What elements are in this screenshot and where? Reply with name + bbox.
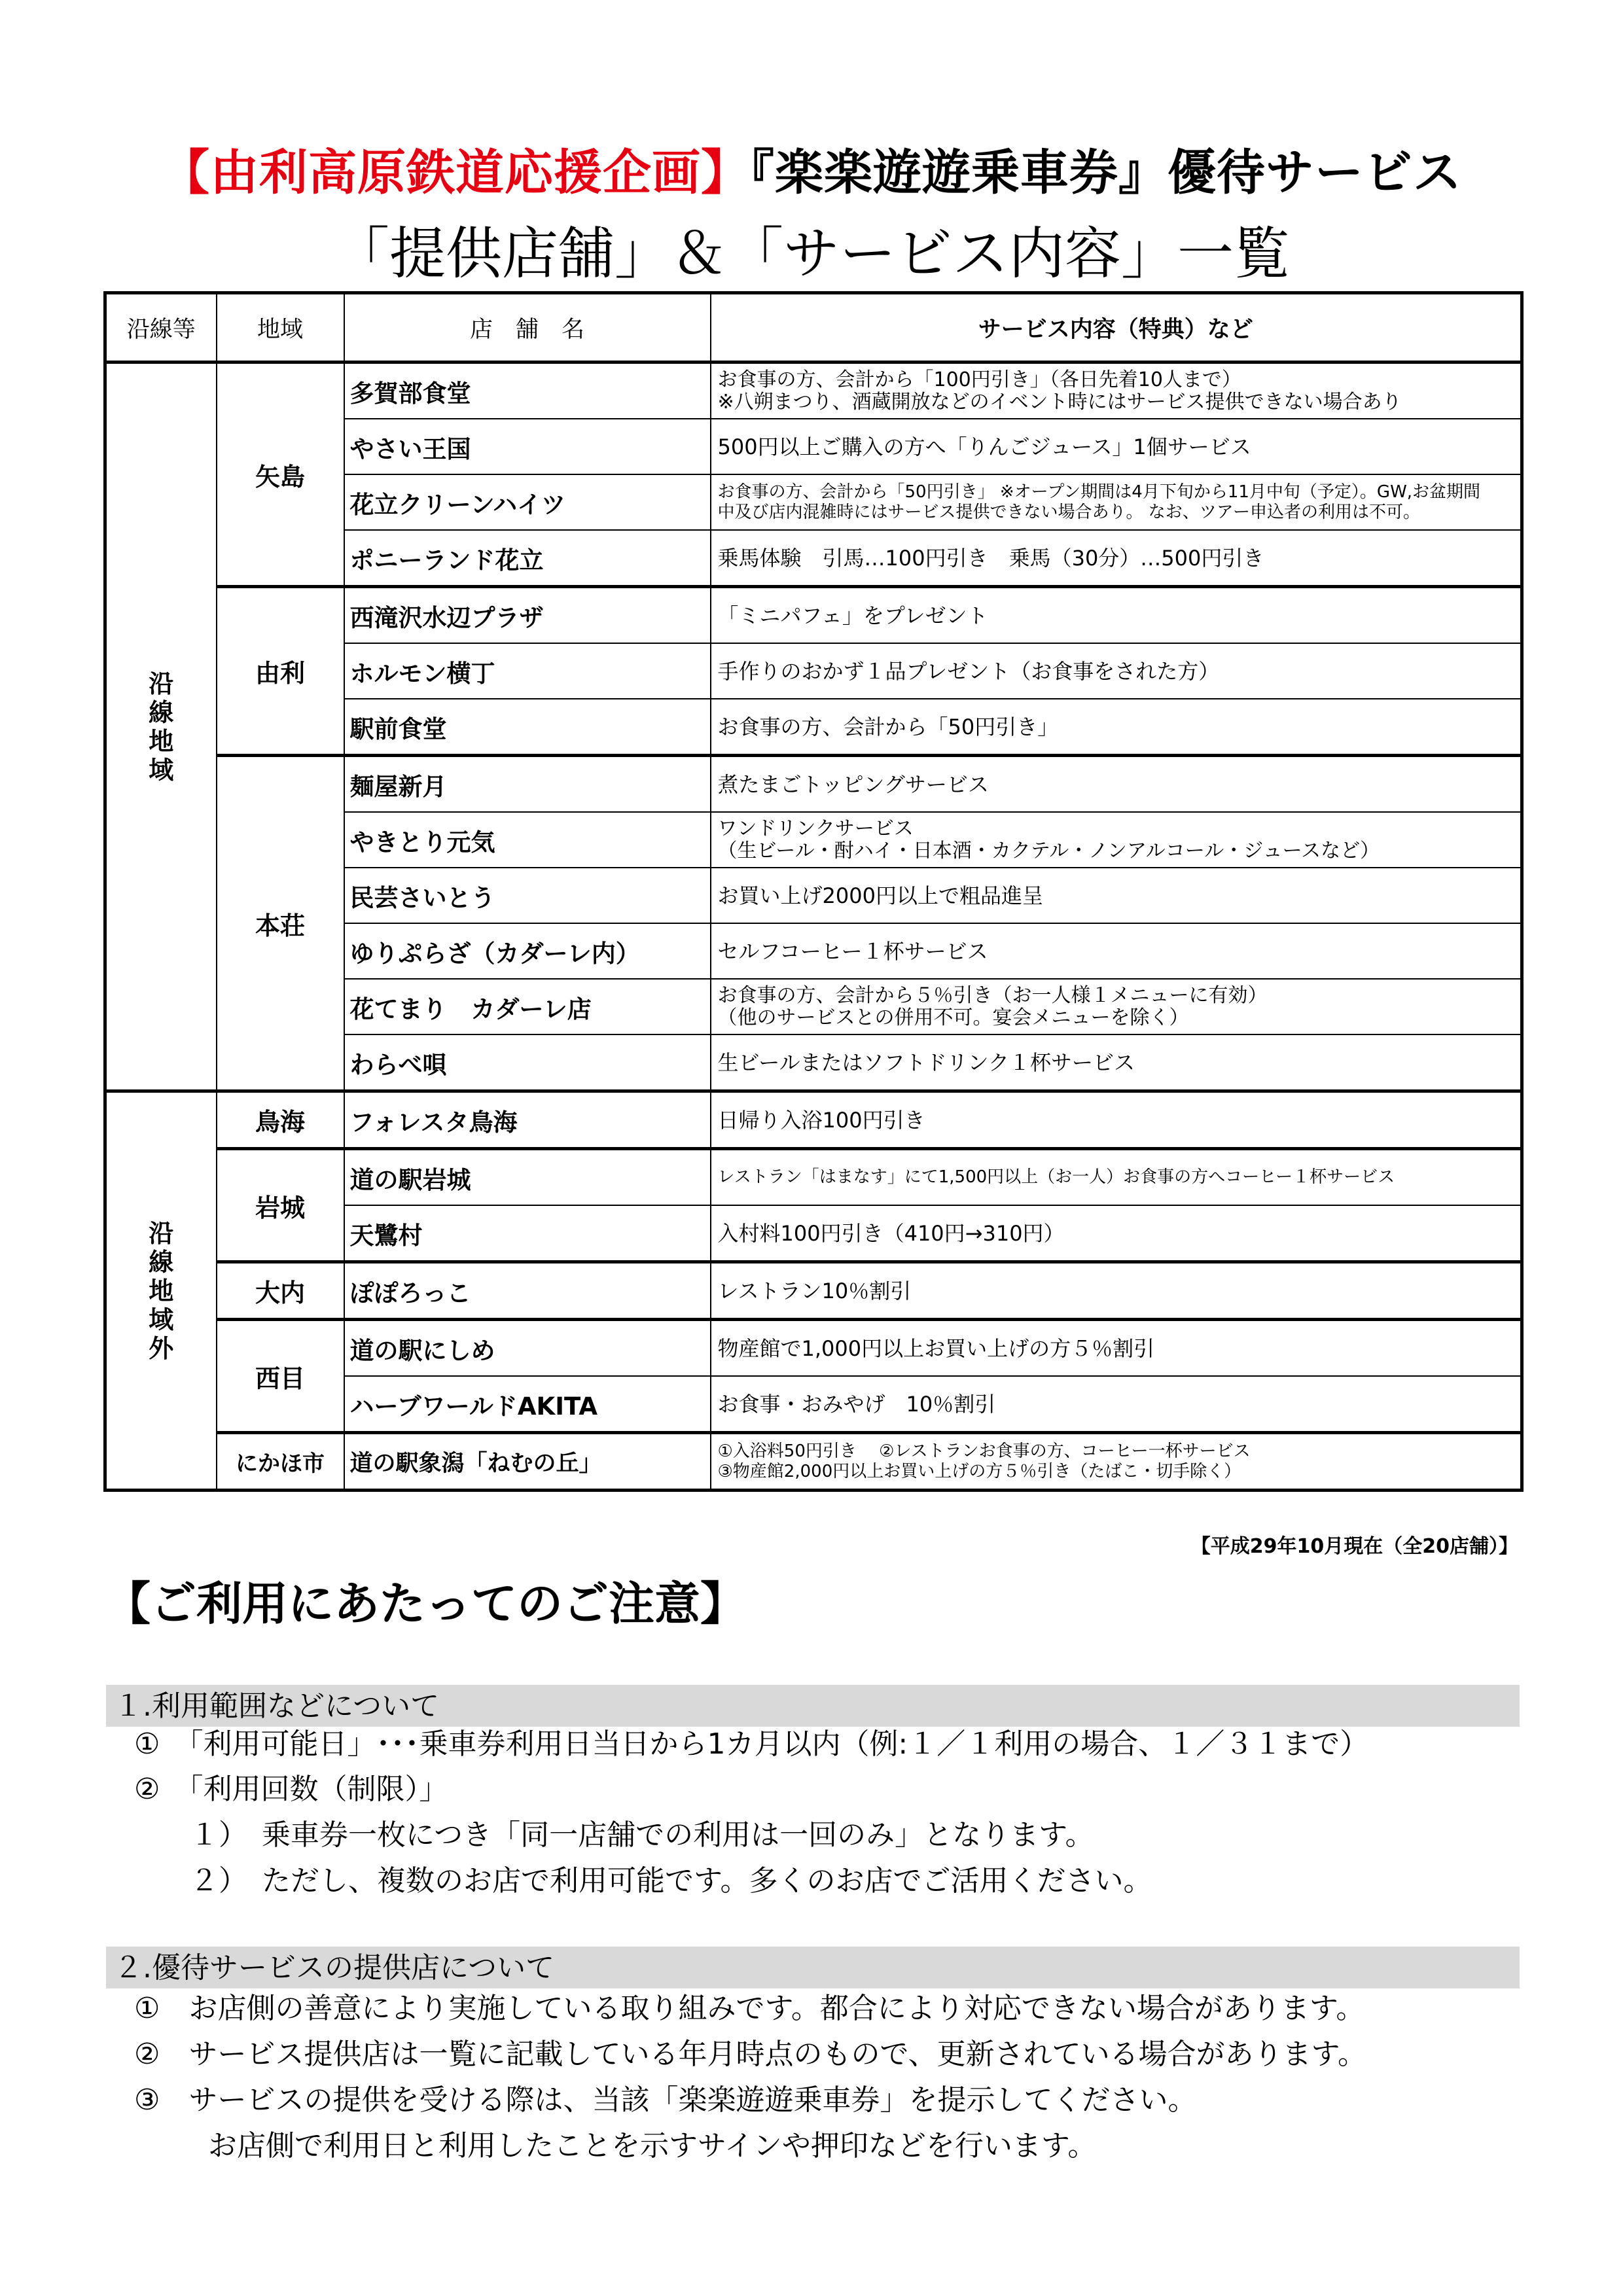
- service-text: お食事・おみやげ 10％割引: [711, 1376, 1522, 1433]
- shop-name: 駅前食堂: [344, 699, 711, 756]
- header-shop: 店 舗 名: [344, 293, 711, 362]
- table-row: [105, 1149, 1522, 1206]
- section1-line: ② 「利用回数（制限）」: [134, 1773, 448, 1806]
- table-row: [105, 1320, 1522, 1377]
- shop-name: 民芸さいとう: [344, 868, 711, 923]
- page-title: [0, 134, 1623, 203]
- title-service: 『楽楽遊遊乗車券』優待サービス: [750, 145, 1462, 201]
- shop-table: [103, 291, 1524, 1492]
- service-text: お食事の方、会計から「50円引き」: [711, 699, 1522, 756]
- table-header-row: [105, 293, 1522, 362]
- page-subtitle: 「提供店舗」＆「サービス内容」一覧: [333, 221, 1290, 287]
- shop-name: ゆりぷらざ（カダーレ内）: [344, 923, 711, 979]
- status-note: 【平成29年10月現在（全20店舗）】: [1190, 1535, 1518, 1558]
- service-text: レストラン10％割引: [711, 1262, 1522, 1320]
- shop-name: ホルモン横丁: [344, 643, 711, 699]
- service-text: 500円以上ご購入の方へ「りんごジュース」1個サービス: [711, 419, 1522, 474]
- shop-name: 道の駅にしめ: [344, 1320, 711, 1377]
- table-row: [105, 756, 1522, 813]
- service-text: お食事の方、会計から５％引き（お一人様１メニューに有効） （他のサービスとの併用不可。宴会メニューを除く）: [711, 979, 1522, 1034]
- service-text: 物産館で1,000円以上お買い上げの方５％割引: [711, 1320, 1522, 1377]
- shop-name: 道の駅岩城: [344, 1149, 711, 1206]
- area-cell: 岩城: [217, 1149, 344, 1262]
- service-text: 日帰り入浴100円引き: [711, 1091, 1522, 1149]
- table-row: [105, 1262, 1522, 1320]
- service-text: セルフコーヒー１杯サービス: [711, 923, 1522, 979]
- header-area: 地域: [217, 293, 344, 362]
- service-text: 煮たまごトッピングサービス: [711, 756, 1522, 813]
- shop-name: 道の駅象潟「ねむの丘」: [344, 1433, 711, 1491]
- shop-name: フォレスタ鳥海: [344, 1091, 711, 1149]
- table-row: [105, 1433, 1522, 1491]
- header-service: サービス内容（特典）など: [711, 293, 1522, 362]
- shop-name: 多賀部食堂: [344, 362, 711, 419]
- area-cell: 本荘: [217, 756, 344, 1091]
- group-label: 沿線地域: [149, 669, 174, 785]
- notice-title: 【ご利用にあたってのご注意】: [105, 1577, 746, 1631]
- area-cell: 大内: [217, 1262, 344, 1320]
- table-row: [105, 587, 1522, 644]
- section2-heading: ２.優待サービスの提供店について: [106, 1947, 1520, 1988]
- service-text: 生ビールまたはソフトドリンク１杯サービス: [711, 1034, 1522, 1091]
- shop-name: 花てまり カダーレ店: [344, 979, 711, 1034]
- shop-name: ハーブワールドAKITA: [344, 1376, 711, 1433]
- shop-name: ポニーランド花立: [344, 530, 711, 587]
- group-label: 沿線地域外: [149, 1218, 174, 1363]
- service-text: お買い上げ2000円以上で粗品進呈: [711, 868, 1522, 923]
- table-row: [105, 1091, 1522, 1149]
- area-cell: 西目: [217, 1320, 344, 1433]
- shop-name: 麺屋新月: [344, 756, 711, 813]
- section1-line: ① 「利用可能日」･･･乗車券利用日当日から1カ月以内（例:１／１利用の場合、１／３１まで）: [134, 1727, 1369, 1761]
- service-text: 手作りのおかず１品プレゼント（お食事をされた方）: [711, 643, 1522, 699]
- shop-name: 西滝沢水辺プラザ: [344, 587, 711, 644]
- section1-line: １） 乗車券一枚につき「同一店舗での利用は一回のみ」となります。: [190, 1818, 1094, 1852]
- section2-line: ② サービス提供店は一覧に記載している年月時点のもので、更新されている場合があります。: [134, 2038, 1367, 2071]
- service-text: 乗馬体験 引馬…100円引き 乗馬（30分）…500円引き: [711, 530, 1522, 587]
- section1-line: ２） ただし、複数のお店で利用可能です。多くのお店でご活用ください。: [190, 1864, 1152, 1898]
- shop-name: やさい王国: [344, 419, 711, 474]
- service-text: お食事の方、会計から「50円引き」 ※オープン期間は4月下旬から11月中旬（予定）。GW,お盆期間 中及び店内混雑時にはサービス提供できない場合あり。 なお、ツアー申込者の利用は不可。: [711, 474, 1522, 530]
- service-text: お食事の方、会計から「100円引き」（各日先着10人まで） ※八朔まつり、酒蔵開放などのイベント時にはサービス提供できない場合あり: [711, 362, 1522, 419]
- shop-name: 天鷺村: [344, 1205, 711, 1262]
- group-cell: [105, 362, 217, 1091]
- shop-name: ぽぽろっこ: [344, 1262, 711, 1320]
- section2-line: ③ サービスの提供を受ける際は、当該「楽楽遊遊乗車券」を提示してください。: [134, 2083, 1197, 2117]
- table-row: [105, 362, 1522, 419]
- header-line: 沿線等: [105, 293, 217, 362]
- section1-heading: １.利用範囲などについて: [106, 1685, 1520, 1727]
- service-text: 「ミニパフェ」をプレゼント: [711, 587, 1522, 644]
- group-cell: [105, 1091, 217, 1491]
- section2-line: ① お店側の善意により実施している取り組みです。都合により対応できない場合があります。: [134, 1992, 1365, 2025]
- shop-name: わらべ唄: [344, 1034, 711, 1091]
- section2-line: お店側で利用日と利用したことを示すサインや押印などを行います。: [208, 2129, 1097, 2163]
- shop-name: やきとり元気: [344, 812, 711, 868]
- service-text: ワンドリンクサービス （生ビール・酎ハイ・日本酒・カクテル・ノンアルコール・ジュースなど）: [711, 812, 1522, 868]
- title-campaign: 【由利高原鉄道応援企画】: [161, 145, 750, 201]
- service-text: ①入浴料50円引き ②レストランお食事の方、コーヒー一杯サービス ③物産館2,000円以上お買い上げの方５％引き（たばこ・切手除く）: [711, 1433, 1522, 1491]
- area-cell: 矢島: [217, 362, 344, 587]
- service-text: 入村料100円引き（410円→310円）: [711, 1205, 1522, 1262]
- area-cell: にかほ市: [217, 1433, 344, 1491]
- area-cell: 由利: [217, 587, 344, 756]
- service-text: レストラン「はまなす」にて1,500円以上（お一人）お食事の方へコーヒー１杯サービス: [711, 1149, 1522, 1206]
- shop-name: 花立クリーンハイツ: [344, 474, 711, 530]
- area-cell: 鳥海: [217, 1091, 344, 1149]
